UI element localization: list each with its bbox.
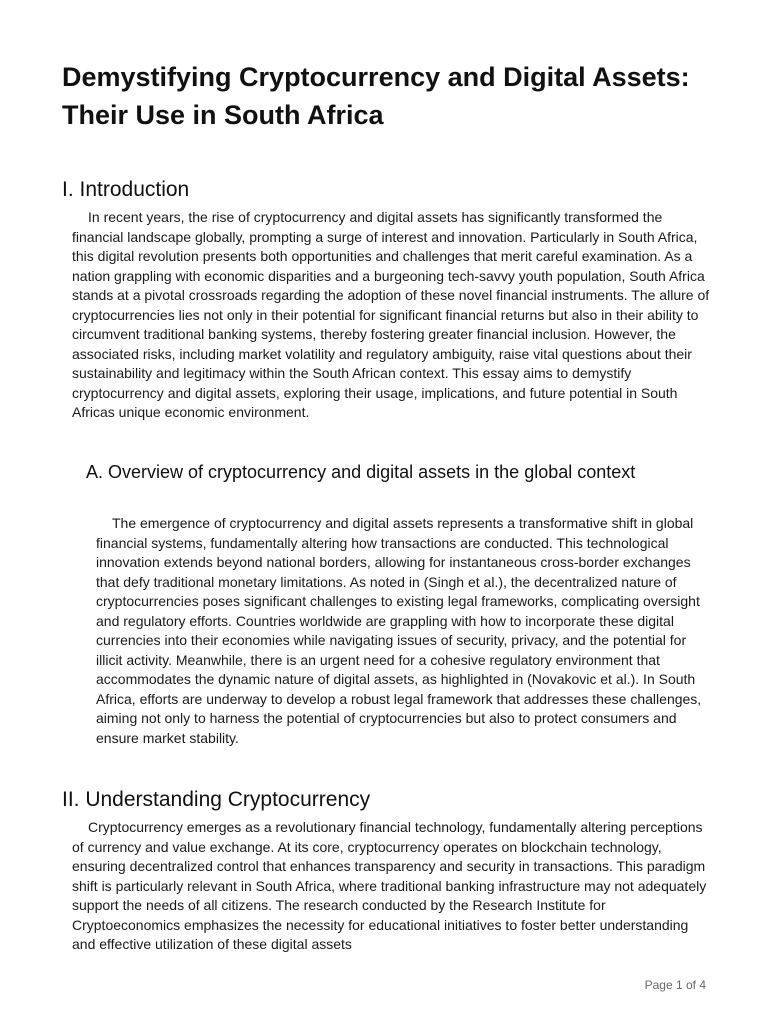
document-title: Demystifying Cryptocurrency and Digital Assets: Their Use in South Africa — [62, 62, 690, 130]
page-number: Page 1 of 4 — [644, 978, 706, 992]
section-body-understanding: Cryptocurrency emerges as a revolutionary financial technology, fundamentally altering perceptions of currency and value exchange. At its core, cryptocurrency operates on blockchain technology, ensuring decentralized control that enhances transparency and security in transactions. This paradigm shift is particularly relevant in South Africa, where traditional banking infrastructure may not adequately support the needs of all citizens. The research conducted by the Research Institute for Cryptoeconomics emphasizes the necessity for educational initiatives to foster better understanding and effective utilization of these digital assets — [72, 819, 707, 952]
section-heading-understanding: II. Understanding Cryptocurrency — [62, 788, 371, 811]
section-body-introduction: In recent years, the rise of cryptocurrency and digital assets has significantly transformed the financial landscape globally, prompting a surge of interest and innovation. Particularly in South Africa, this digital revolution presents both opportunities and challenges that merit careful examination. As a nation grappling with economic disparities and a burgeoning tech-savvy youth population, South Africa stands at a pivotal crossroads regarding the adoption of these novel financial instruments. The allure of cryptocurrencies lies not only in their potential for significant financial returns but also in their ability to circumvent traditional banking systems, thereby fostering greater financial inclusion. However, the associated risks, including market volatility and regulatory ambiguity, raise vital questions about their sustainability and legitimacy within the South African context. This essay aims to demystify cryptocurrency and digital assets, exploring their usage, implications, and future potential in South Africas unique economic environment. — [72, 209, 710, 420]
subsection-heading-overview: A. Overview of cryptocurrency and digital assets in the global context — [86, 462, 636, 482]
subsection-body-overview: The emergence of cryptocurrency and digital assets represents a transformative shift in global financial systems, fundamentally altering how transactions are conducted. This technological innovation extends beyond national borders, allowing for instantaneous cross-border exchanges that defy traditional monetary limitations. As noted in (Singh et al.), the decentralized nature of cryptocurrencies poses significant challenges to existing legal frameworks, complicating oversight and regulatory efforts. Countries worldwide are grappling with how to incorporate these digital currencies into their economies while navigating issues of security, privacy, and the potential for illicit activity. Meanwhile, there is an urgent need for a cohesive regulatory environment that accommodates the dynamic nature of digital assets, as highlighted in (Novakovic et al.). In South Africa, efforts are underway to develop a robust legal framework that addresses these challenges, aiming not only to harness the potential of cryptocurrencies but also to protect consumers and ensure market stability. — [96, 515, 702, 746]
section-heading-introduction: I. Introduction — [62, 178, 190, 201]
